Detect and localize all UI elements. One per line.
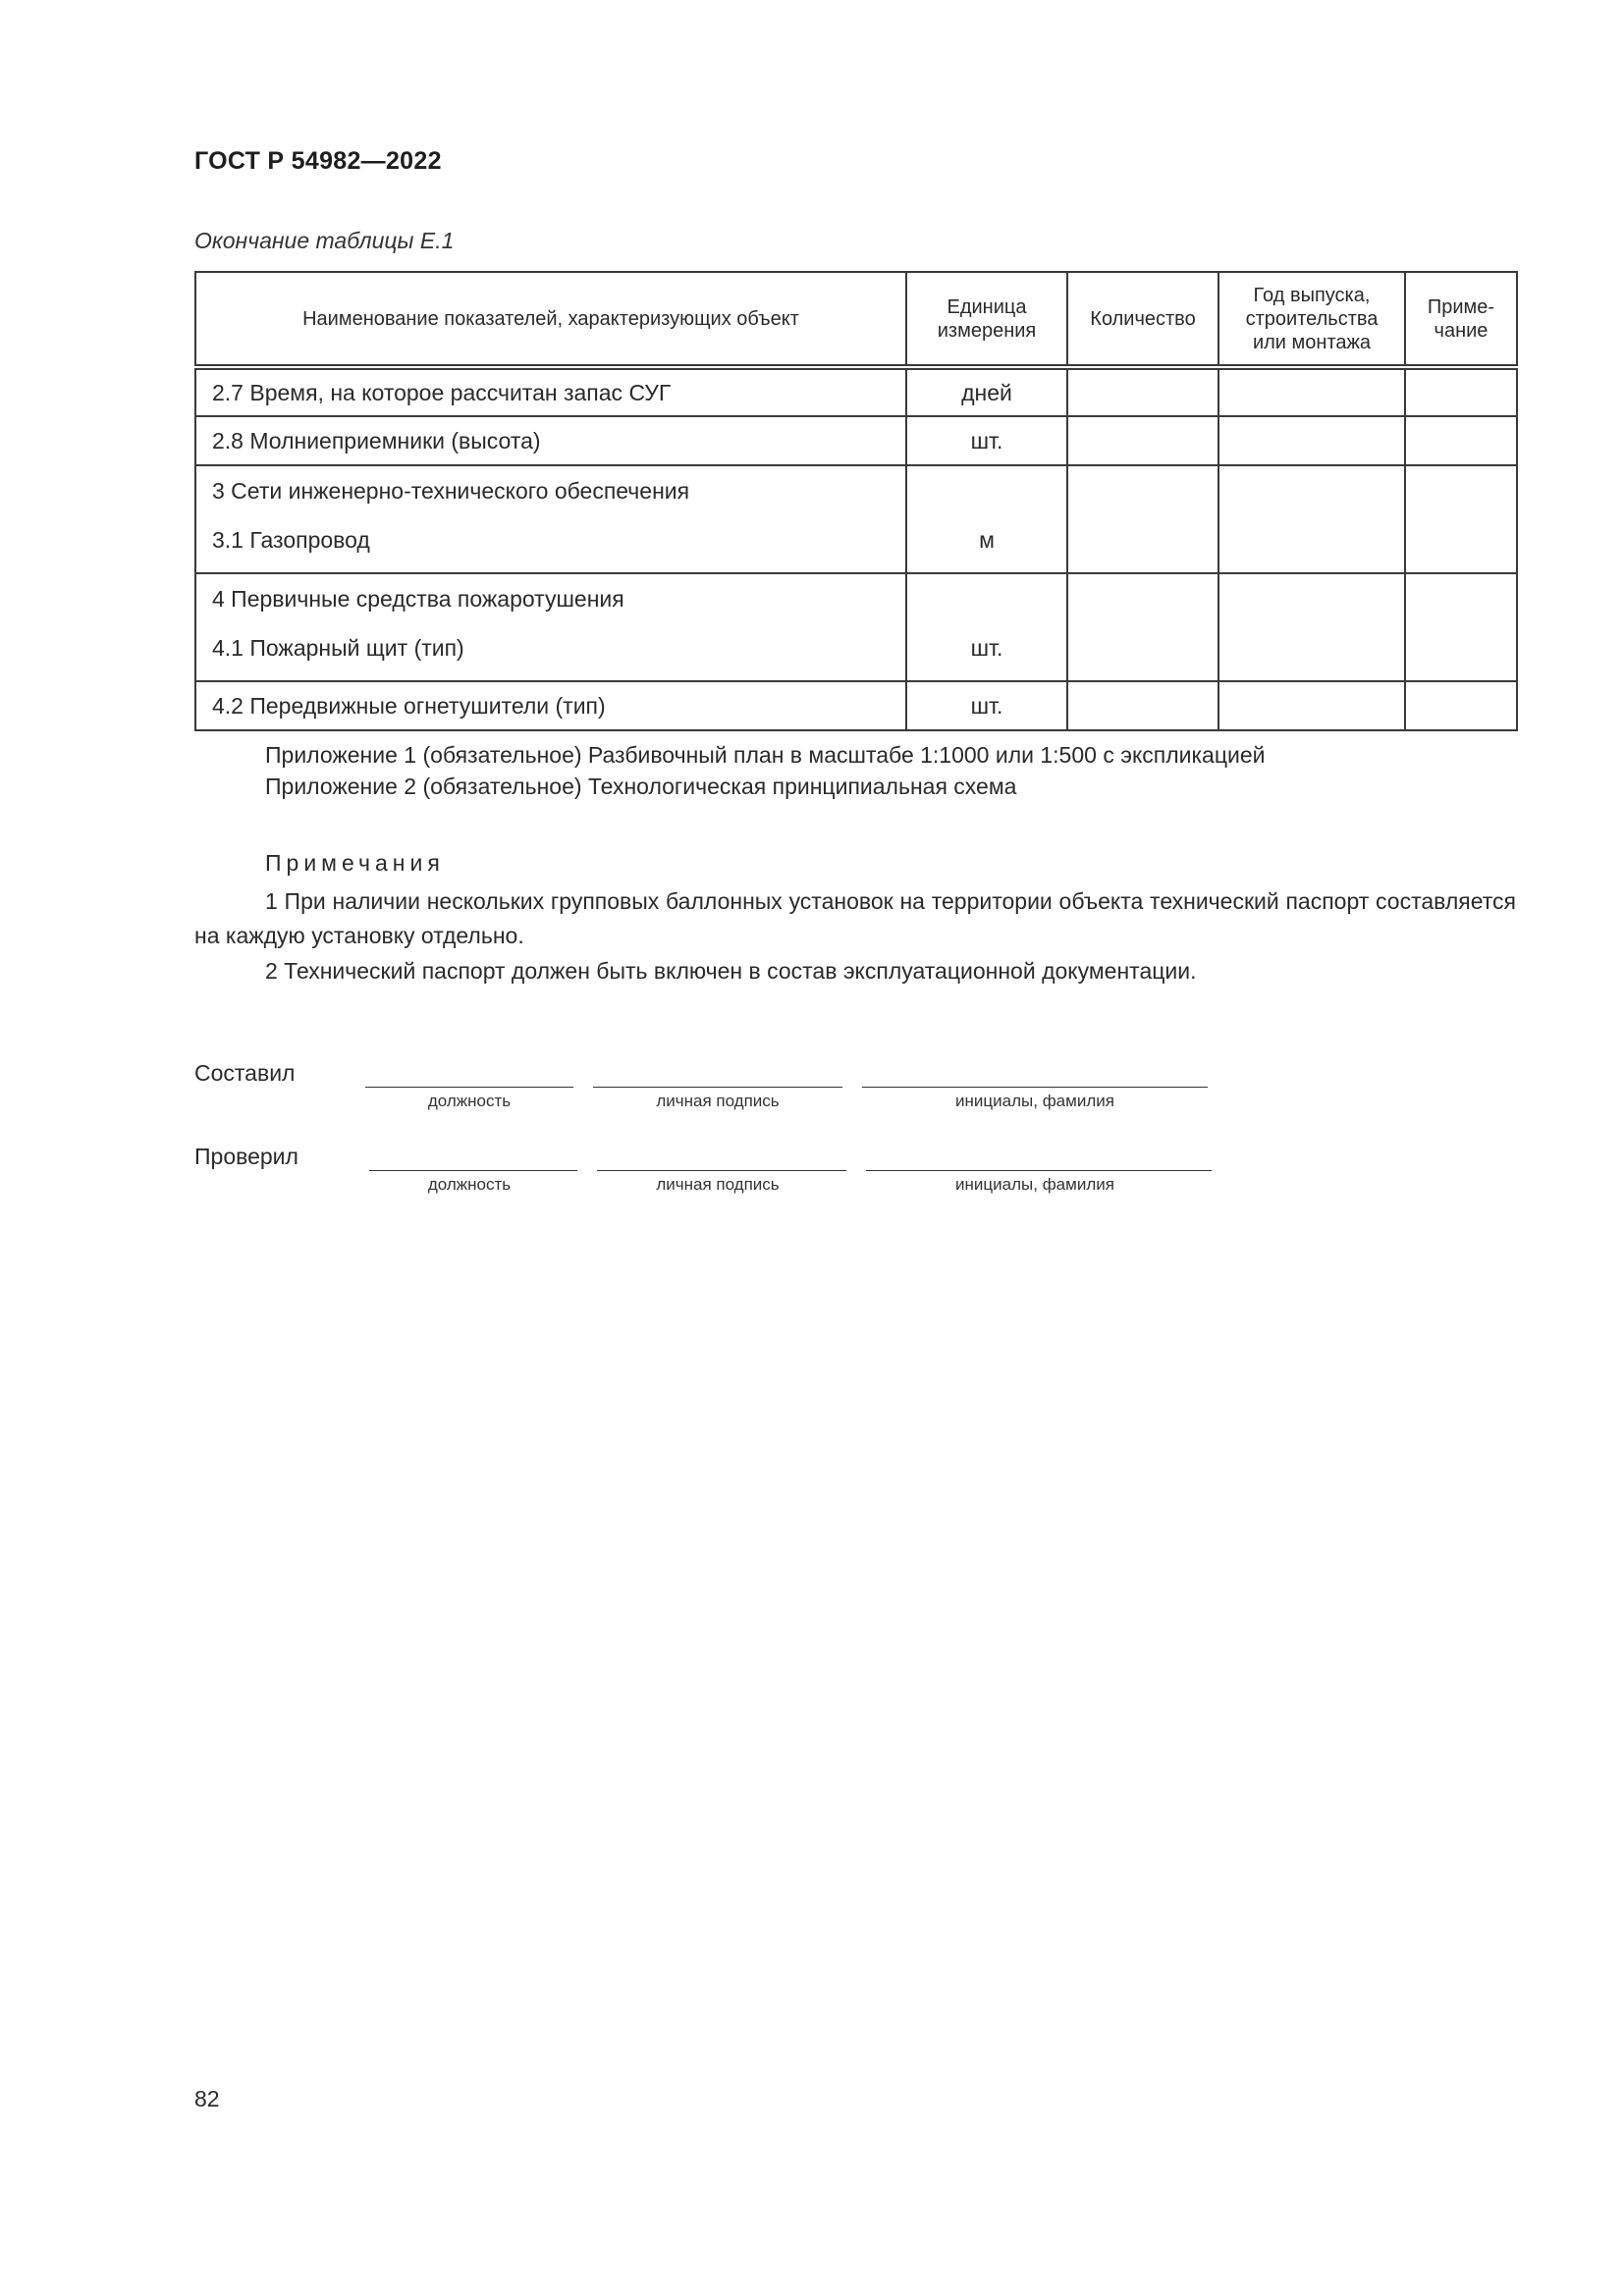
position-line	[365, 1087, 573, 1088]
name-line	[866, 1170, 1212, 1171]
row-unit: шт.	[906, 416, 1067, 465]
column-header-unit: Единица измерения	[906, 272, 1067, 367]
row-year	[1218, 681, 1405, 730]
row-unit-value: м	[979, 527, 995, 553]
table-row	[195, 681, 1517, 730]
row-year	[1218, 465, 1405, 573]
document-header: ГОСТ Р 54982—2022	[194, 147, 442, 175]
column-header-name: Наименование показателей, характеризующих объект	[195, 272, 906, 367]
position-caption: должность	[427, 1092, 512, 1110]
row-quantity	[1067, 367, 1218, 416]
table-row	[195, 465, 1517, 573]
position-line	[369, 1170, 577, 1171]
row-unit-value: шт.	[970, 635, 1003, 661]
row-note	[1405, 465, 1517, 573]
row-section-title: 3 Сети инженерно-технического обеспечения	[212, 478, 690, 504]
appendix-1: Приложение 1 (обязательное) Разбивочный план в масштабе 1:1000 или 1:500 с экспликацией	[265, 742, 1266, 768]
row-name: 4.2 Передвижные огнетушители (тип)	[195, 681, 906, 730]
signature-line	[597, 1170, 846, 1171]
table-row	[195, 367, 1517, 416]
note-1: 1 При наличии нескольких групповых баллонных установок на территории объекта технический паспорт составляется на каждую установку отдельно.	[194, 888, 1516, 948]
table-row	[195, 573, 1517, 681]
signature-caption: личная подпись	[656, 1175, 780, 1194]
column-header-note: Приме-чание	[1405, 272, 1517, 367]
row-name	[195, 465, 906, 573]
row-quantity	[1067, 416, 1218, 465]
row-item-title: 3.1 Газопровод	[212, 527, 370, 553]
row-note	[1405, 573, 1517, 681]
name-caption: инициалы, фамилия	[955, 1175, 1114, 1194]
column-header-quantity: Количество	[1067, 272, 1218, 367]
row-name: 2.7 Время, на которое рассчитан запас СУГ	[195, 367, 906, 416]
row-unit	[906, 573, 1067, 681]
row-name	[195, 573, 906, 681]
table-row	[195, 416, 1517, 465]
name-caption: инициалы, фамилия	[955, 1092, 1114, 1110]
signature-line	[593, 1087, 842, 1088]
note-2: 2 Технический паспорт должен быть включен в состав эксплуатационной документации.	[265, 958, 1197, 984]
row-note	[1405, 416, 1517, 465]
row-note	[1405, 367, 1517, 416]
compiled-by-label: Составил	[194, 1060, 296, 1086]
data-table	[194, 271, 1518, 731]
row-name: 2.8 Молниеприемники (высота)	[195, 416, 906, 465]
row-year	[1218, 367, 1405, 416]
column-header-year: Год выпуска, строительства или монтажа	[1218, 272, 1405, 367]
table-caption: Окончание таблицы Е.1	[194, 228, 455, 253]
position-caption: должность	[427, 1175, 512, 1194]
row-note	[1405, 681, 1517, 730]
row-quantity	[1067, 465, 1218, 573]
row-quantity	[1067, 573, 1218, 681]
checked-by-label: Проверил	[194, 1144, 298, 1169]
row-unit: дней	[906, 367, 1067, 416]
row-unit: шт.	[906, 681, 1067, 730]
row-quantity	[1067, 681, 1218, 730]
row-year	[1218, 573, 1405, 681]
appendix-2: Приложение 2 (обязательное) Технологическая принципиальная схема	[265, 774, 1017, 799]
row-year	[1218, 416, 1405, 465]
page-number: 82	[194, 2086, 220, 2111]
row-section-title: 4 Первичные средства пожаротушения	[212, 586, 624, 612]
table-header-row	[195, 272, 1517, 367]
signature-caption: личная подпись	[656, 1092, 780, 1110]
name-line	[862, 1087, 1208, 1088]
row-item-title: 4.1 Пожарный щит (тип)	[212, 635, 464, 661]
notes-title: Примечания	[265, 850, 445, 876]
row-unit	[906, 465, 1067, 573]
